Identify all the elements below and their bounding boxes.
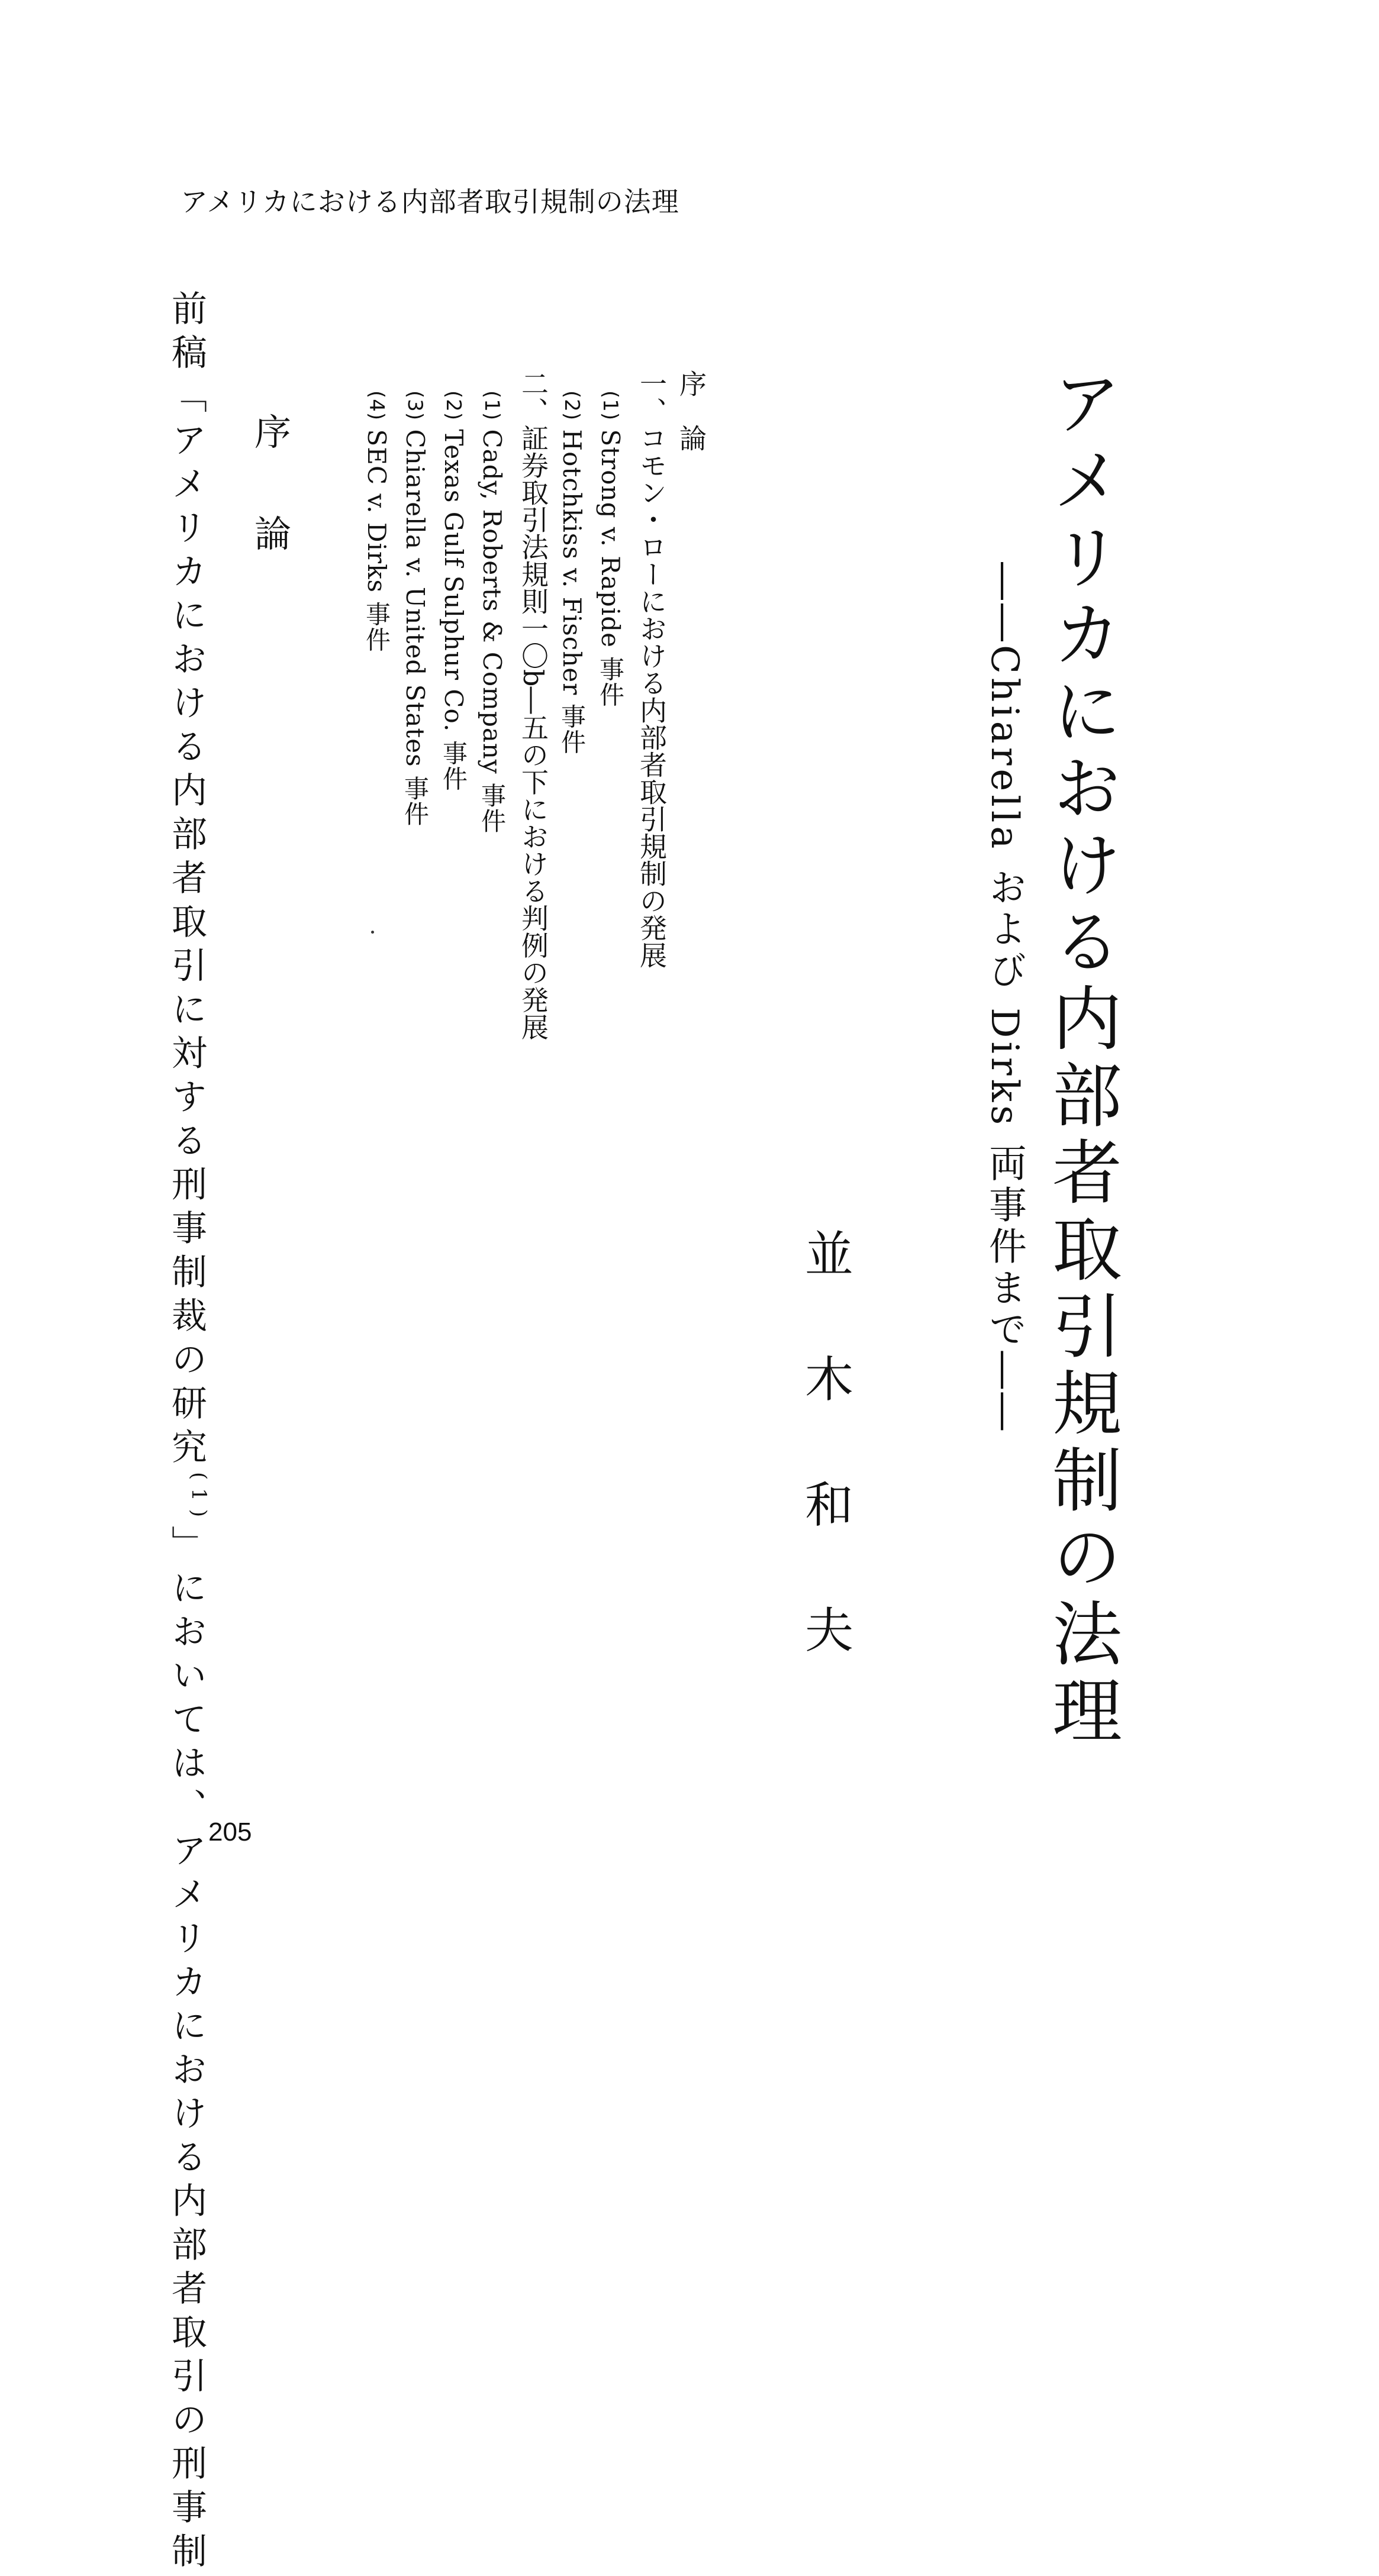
- toc-item-number: (2): [560, 390, 584, 421]
- author-char: 並: [805, 1226, 854, 1283]
- toc-item-text: 二、証券取引法規則一〇b―五の下における判例の発展: [517, 370, 549, 1041]
- toc-item: [598, 390, 623, 707]
- toc-item-text: Hotchkiss v. Fischer 事件: [558, 429, 587, 755]
- toc-item-text: Chiarella v. United States 事件: [401, 429, 430, 827]
- running-header: アメリカにおける内部者取引規制の法理: [181, 186, 679, 218]
- toc-item: [364, 390, 389, 652]
- toc-item: [675, 370, 707, 451]
- section-heading-char: 論: [254, 512, 292, 556]
- toc-item: [401, 390, 430, 827]
- section-heading: [254, 411, 292, 556]
- toc-item-number: (2): [442, 390, 465, 421]
- toc-item-text: Strong v. Rapide 事件: [596, 429, 625, 708]
- page-number: 205: [208, 1818, 252, 1847]
- toc-item: [636, 370, 668, 969]
- toc-item-text: SEC v. Dirks 事件: [362, 429, 391, 653]
- toc-item: [478, 390, 507, 834]
- toc-item-number: (1): [480, 390, 504, 421]
- toc-item-number: (3): [403, 390, 427, 421]
- author-char: 木: [805, 1352, 854, 1408]
- article-title: アメリカにおける内部者取引規制の法理: [1040, 367, 1122, 1751]
- toc-item-number: (1): [598, 390, 622, 421]
- toc-item-text: 序 論: [675, 370, 707, 451]
- toc-item-number: (4): [365, 390, 388, 421]
- toc-item: [558, 390, 587, 755]
- body-text-part: 」においては、アメリカにおける内部者取引の刑事制: [166, 1525, 207, 2576]
- body-text-part: 前稿「アメリカにおける内部者取引に対する刑事制裁の研究: [166, 290, 207, 1472]
- body-text: [166, 290, 211, 2576]
- article-subtitle: ――Chiarella および Dirks 両事件まで――: [982, 562, 1026, 1434]
- author-char: 夫: [805, 1603, 854, 1659]
- toc-item: [441, 390, 466, 792]
- toc-item-text: Texas Gulf Sulphur Co. 事件: [439, 429, 468, 792]
- section-heading-char: 序: [254, 411, 292, 454]
- toc-item-text: 一、コモン・ローにおける内部者取引規制の発展: [636, 370, 668, 969]
- author-name: [805, 1226, 854, 1659]
- toc-item: [517, 370, 549, 1041]
- footnote-reference: (1): [187, 1472, 211, 1526]
- author-char: 和: [805, 1477, 854, 1534]
- stray-mark: [371, 931, 374, 934]
- toc-item-text: Cady, Roberts & Company 事件: [478, 429, 507, 834]
